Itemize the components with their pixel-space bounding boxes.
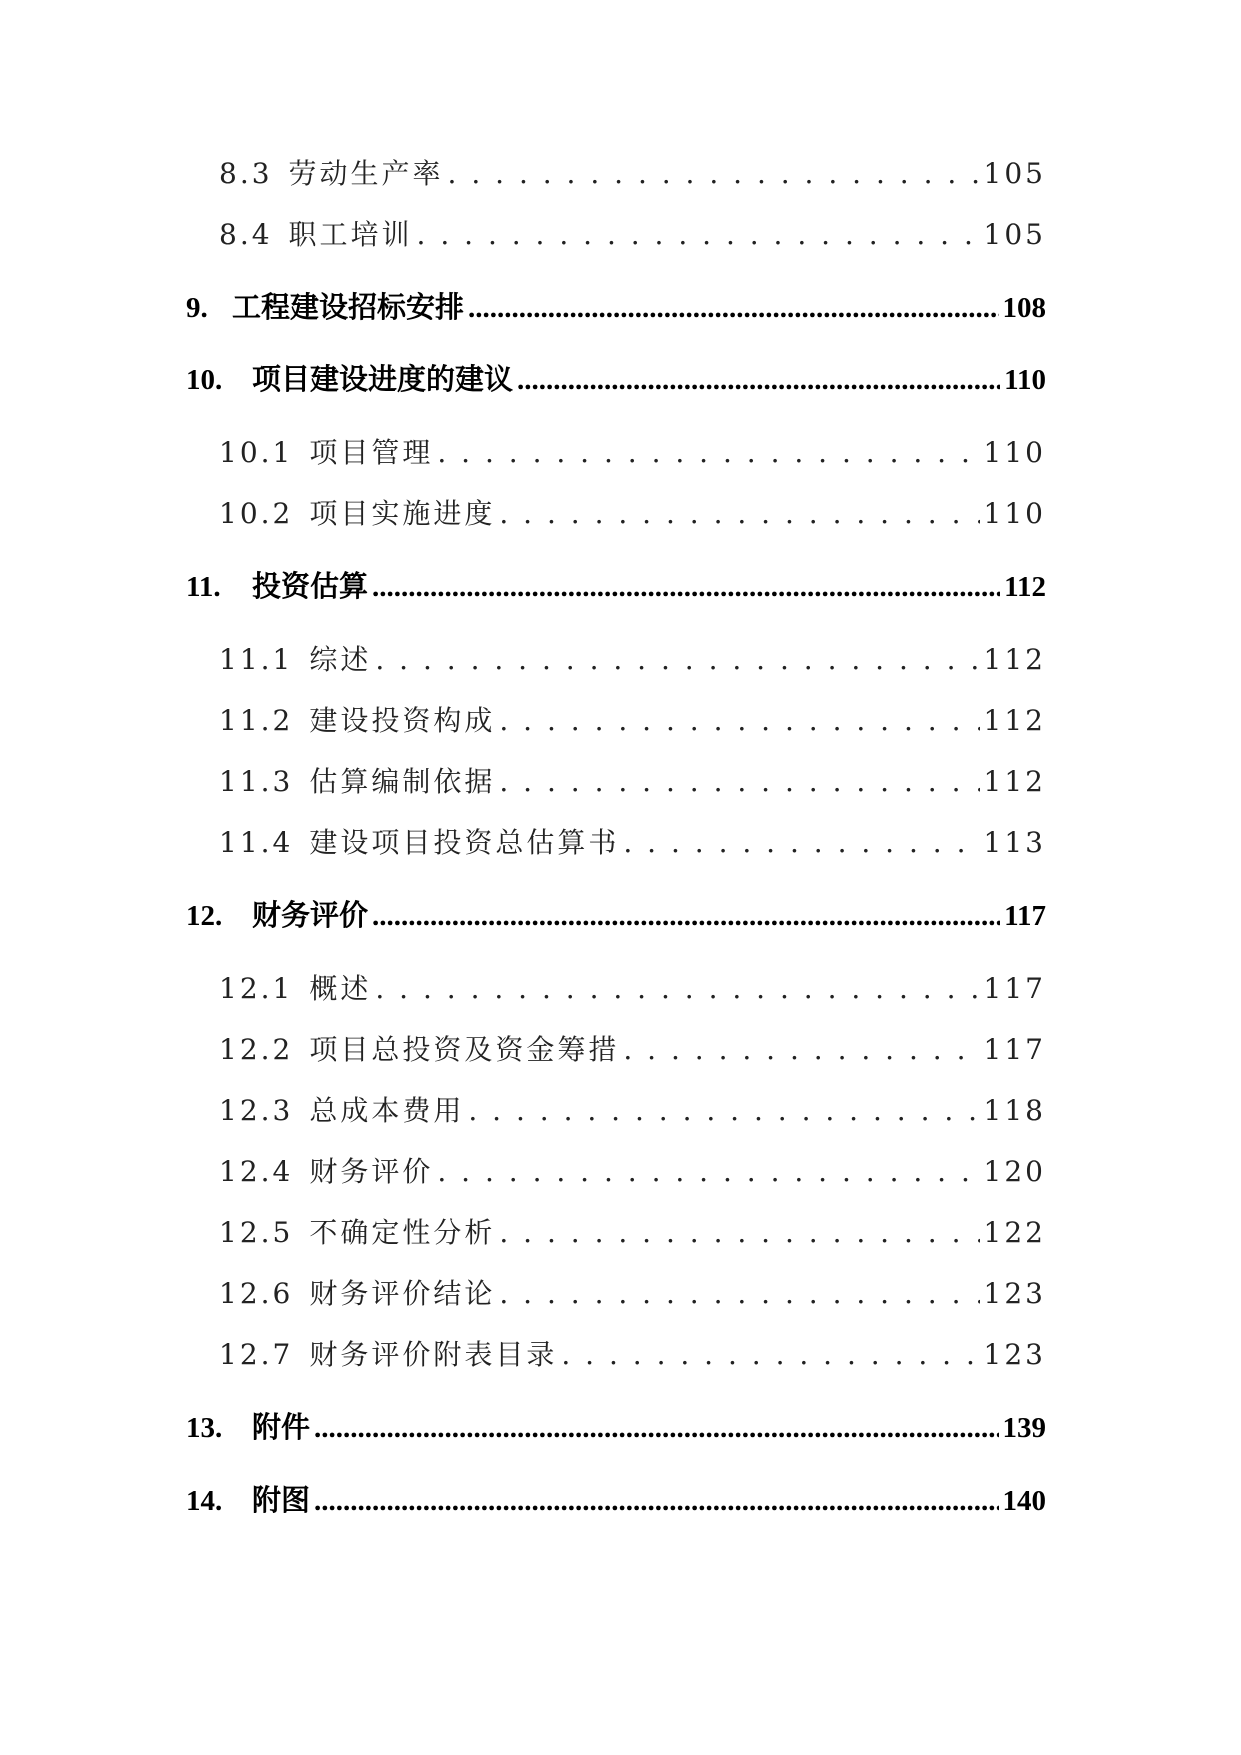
toc-entry-number: 12.4 [219,1155,294,1188]
toc-entry-title: 总成本费用 [309,1094,465,1127]
toc-entry-page: 123 [983,1277,1046,1310]
dot-leader [314,1485,998,1518]
toc-entry-page: 117 [983,972,1046,1005]
toc-entry-13[interactable] [186,1405,1046,1446]
toc-entry-page: 105 [983,218,1046,251]
dot-leader [499,1277,979,1310]
toc-entry-12[interactable] [186,893,1046,934]
toc-entry-title: 财务评价 [252,900,369,932]
toc-entry-12-4[interactable] [219,1150,1046,1190]
toc-entry-number: 12.6 [219,1277,294,1310]
toc-entry-9[interactable] [186,285,1046,326]
toc-entry-10-1[interactable] [219,431,1046,471]
toc-entry-title: 附图 [252,1485,311,1517]
dot-leader [623,1033,979,1066]
toc-entry-title: 财务评价附表目录 [309,1338,558,1371]
toc-entry-page: 112 [983,643,1046,676]
toc-entry-12-7[interactable] [219,1333,1046,1373]
toc-entry-page: 139 [1002,1412,1046,1444]
toc-entry-12-1[interactable] [219,967,1046,1007]
dot-leader [468,1094,979,1127]
toc-entry-8-4[interactable] [219,213,1046,253]
dot-leader [372,900,1000,933]
dot-leader [448,157,980,190]
dot-leader [468,292,998,325]
toc-entry-number: 11.1 [219,643,294,676]
toc-entry-title: 项目实施进度 [309,497,496,530]
toc-entry-page: 105 [983,157,1046,190]
dot-leader [623,826,979,859]
toc-entry-page: 112 [983,704,1046,737]
toc-entry-number: 14. [186,1485,223,1517]
toc-entry-title: 综述 [309,643,372,676]
toc-entry-14[interactable] [186,1478,1046,1519]
toc-entry-page: 120 [983,1155,1046,1188]
toc-entry-11-2[interactable] [219,699,1046,739]
toc-entry-12-5[interactable] [219,1211,1046,1251]
toc-entry-title: 估算编制依据 [309,765,496,798]
toc-entry-page: 122 [983,1216,1046,1249]
toc-entry-number: 10.1 [219,436,294,469]
toc-entry-page: 140 [1002,1485,1046,1517]
toc-entry-number: 11. [186,571,221,603]
toc-entry-number: 11.4 [219,826,294,859]
dot-leader [417,218,980,251]
toc-entry-number: 11.3 [219,765,294,798]
toc-entry-number: 8.4 [219,218,273,251]
toc-entry-page: 110 [1004,364,1046,396]
toc-entry-12-6[interactable] [219,1272,1046,1312]
toc-entry-title: 建设项目投资总估算书 [309,826,620,859]
toc-entry-10[interactable] [186,357,1046,398]
toc-entry-title: 项目建设进度的建议 [252,364,514,396]
toc-entry-number: 9. [186,292,208,324]
dot-leader [561,1338,979,1371]
toc-entry-12-3[interactable] [219,1089,1046,1129]
toc-entry-title: 工程建设招标安排 [232,292,465,324]
toc-entry-number: 10. [186,364,223,396]
toc-entry-12-2[interactable] [219,1028,1046,1068]
toc-entry-number: 8.3 [219,157,273,190]
dot-leader [314,1412,998,1445]
toc-entry-number: 12.7 [219,1338,294,1371]
toc-entry-title: 财务评价结论 [309,1277,496,1310]
toc-entry-page: 108 [1002,292,1046,324]
dot-leader [499,497,979,530]
toc-entry-number: 12.3 [219,1094,294,1127]
toc-entry-page: 110 [983,497,1046,530]
dot-leader [372,571,1000,604]
toc-entry-number: 10.2 [219,497,294,530]
toc-entry-title: 建设投资构成 [309,704,496,737]
toc-entry-11[interactable] [186,564,1046,605]
toc-entry-page: 123 [983,1338,1046,1371]
toc-entry-title: 投资估算 [252,571,369,603]
toc-entry-number: 12.5 [219,1216,294,1249]
toc-entry-title: 附件 [252,1412,311,1444]
toc-entry-title: 职工培训 [288,218,413,251]
dot-leader [499,1216,979,1249]
toc-entry-title: 劳动生产率 [288,157,444,190]
toc-entry-page: 117 [983,1033,1046,1066]
dot-leader [499,704,979,737]
toc-entry-page: 113 [983,826,1046,859]
toc-entry-title: 不确定性分析 [309,1216,496,1249]
toc-entry-11-4[interactable] [219,821,1046,861]
dot-leader [517,364,1000,397]
toc-entry-page: 112 [983,765,1046,798]
toc-entry-page: 117 [1004,900,1046,932]
dot-leader [375,972,979,1005]
toc-entry-title: 财务评价 [309,1155,434,1188]
toc-entry-page: 112 [1004,571,1046,603]
toc-entry-10-2[interactable] [219,492,1046,532]
toc-entry-11-1[interactable] [219,638,1046,678]
dot-leader [437,1155,979,1188]
dot-leader [437,436,979,469]
toc-entry-number: 12.1 [219,972,294,1005]
toc-entry-page: 110 [983,436,1046,469]
toc-entry-title: 项目总投资及资金筹措 [309,1033,620,1066]
toc-entry-number: 12.2 [219,1033,294,1066]
toc-entry-title: 概述 [309,972,372,1005]
dot-leader [499,765,979,798]
toc-entry-number: 13. [186,1412,223,1444]
toc-entry-number: 12. [186,900,223,932]
toc-entry-title: 项目管理 [309,436,434,469]
toc-entry-8-3[interactable] [219,152,1046,192]
toc-entry-page: 118 [983,1094,1046,1127]
dot-leader [375,643,979,676]
toc-entry-number: 11.2 [219,704,294,737]
toc-entry-11-3[interactable] [219,760,1046,800]
